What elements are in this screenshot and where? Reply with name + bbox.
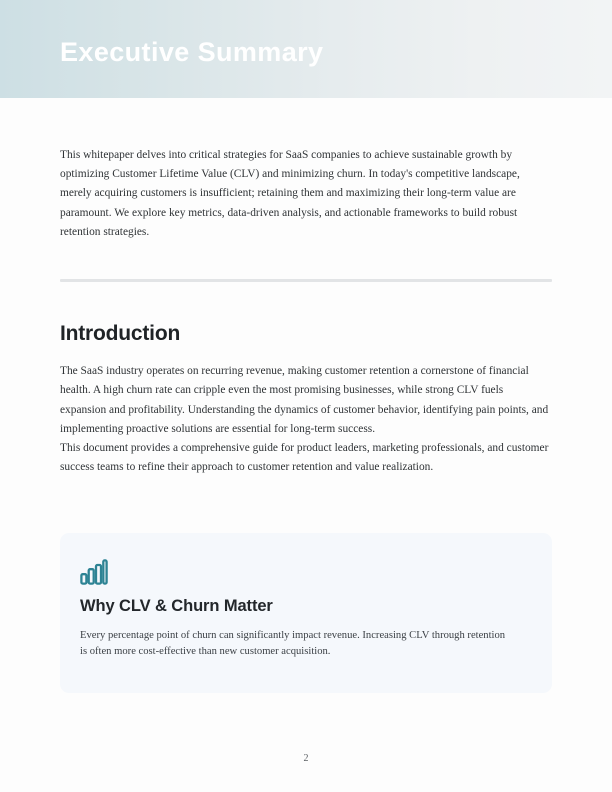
page-footer bbox=[0, 748, 612, 766]
page-title: Executive Summary bbox=[60, 37, 324, 67]
section-divider bbox=[60, 279, 552, 282]
introduction-body bbox=[60, 362, 552, 477]
introduction-section bbox=[60, 322, 552, 346]
callout-text: Every percentage point of churn can significantly impact revenue. Increasing CLV through retention is often more cost-effective than new customer acquisition. bbox=[80, 630, 506, 657]
callout-card bbox=[60, 533, 552, 693]
section-divider-wrap bbox=[60, 279, 552, 282]
executive-summary-section bbox=[60, 146, 552, 242]
bar-chart-icon bbox=[80, 559, 108, 585]
executive-summary-paragraph: This whitepaper delves into critical strategies for SaaS companies to achieve sustainable growth by optimizing Customer Lifetime Value (CLV) and minimizing churn. In today's competitive landscape, merely acquiring customers is insufficient; retaining them and maximizing their long-term value are paramount. We explore key metrics, data-driven analysis, and actionable frameworks to build robust retention strategies. bbox=[60, 149, 520, 238]
introduction-heading: Introduction bbox=[60, 322, 181, 346]
page-number: 2 bbox=[303, 753, 309, 764]
introduction-paragraph-1: The SaaS industry operates on recurring revenue, making customer retention a cornerstone of financial health. A high churn rate can cripple even the most promising businesses, while strong CLV fuels expansion and profitability. Understanding the dynamics of customer behavior, identifying pain points, and implementing proactive solutions are essential for long-term success. bbox=[60, 365, 549, 435]
page-content bbox=[0, 146, 612, 693]
page-header-band bbox=[0, 0, 612, 98]
callout-title: Why CLV & Churn Matter bbox=[80, 597, 273, 616]
introduction-paragraph-2: This document provides a comprehensive guide for product leaders, marketing professionals, and customer success teams to refine their approach to customer retention and value realization. bbox=[60, 441, 549, 474]
